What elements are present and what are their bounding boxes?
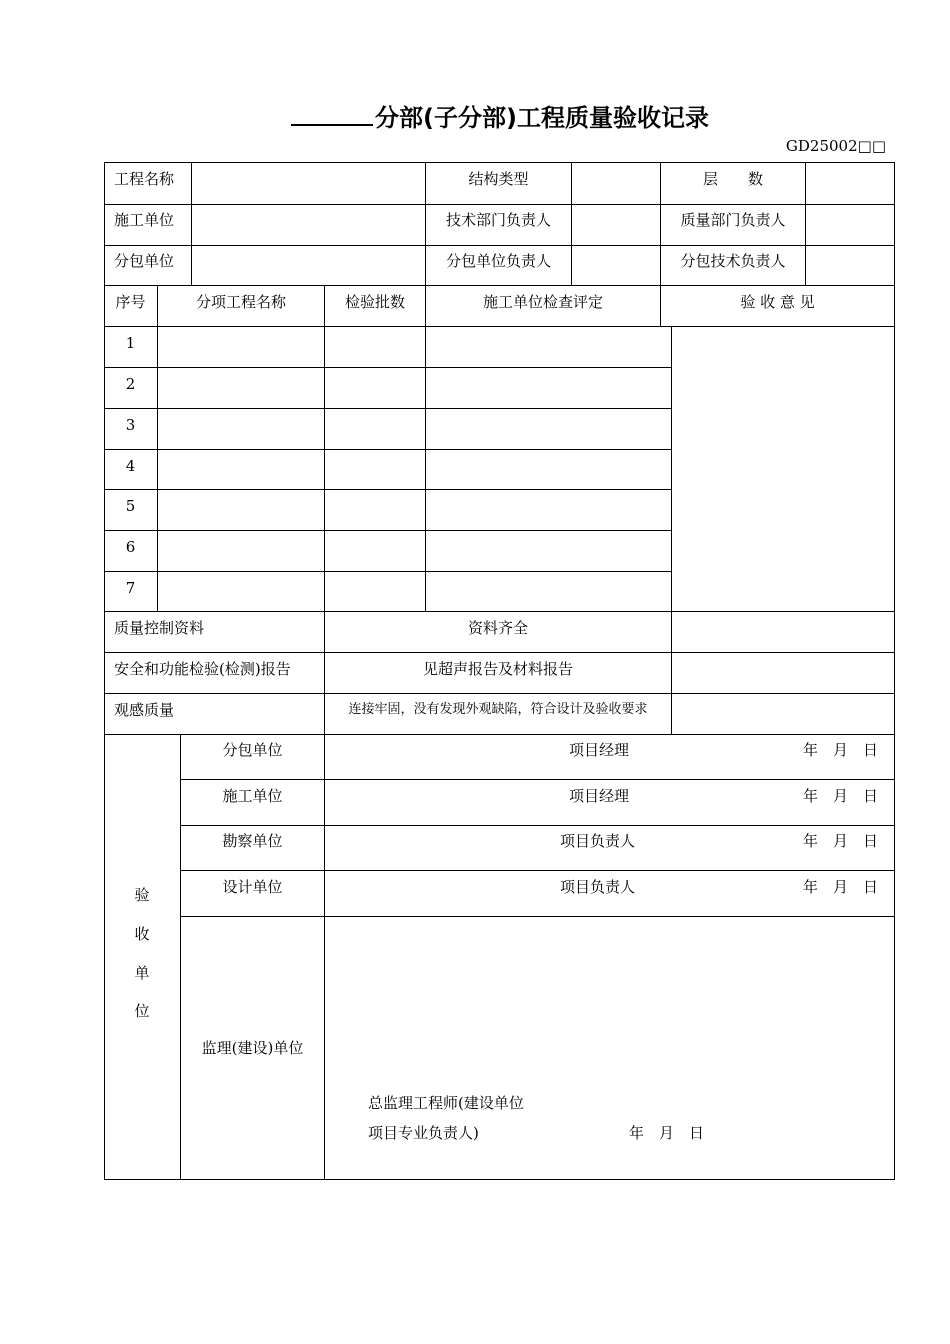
design-unit-date: 年 月 日 <box>803 878 879 896</box>
subcontractor-label: 分包单位 <box>114 252 175 270</box>
design-unit-role: 项目负责人 <box>560 878 636 896</box>
form-code: GD25002□□ <box>785 137 886 155</box>
acceptance-group-char: 位 <box>134 1002 150 1020</box>
supervision-date: 年 月 日 <box>629 1124 705 1142</box>
survey-unit-role: 项目负责人 <box>560 832 636 850</box>
subcontractor-unit-label: 分包单位 <box>222 741 283 759</box>
title-blank[interactable] <box>291 102 373 126</box>
structure-type-label: 结构类型 <box>468 170 529 188</box>
chief-supervisor-line2: 项目专业负责人) <box>368 1124 479 1142</box>
tech-dept-head-label: 技术部门负责人 <box>445 211 551 229</box>
row-number: 2 <box>125 375 136 393</box>
quality-dept-head-label: 质量部门负责人 <box>680 211 786 229</box>
survey-unit-label: 勘察单位 <box>222 832 283 850</box>
construction-unit-date: 年 月 日 <box>803 787 879 805</box>
row-number: 7 <box>125 579 136 597</box>
row-number: 5 <box>125 497 136 515</box>
design-unit-label: 设计单位 <box>222 878 283 896</box>
subcontractor-role: 项目经理 <box>569 741 630 759</box>
survey-unit-date: 年 月 日 <box>803 832 879 850</box>
quality-control-docs-label: 质量控制资料 <box>114 619 205 637</box>
col-header-self-evaluation: 施工单位检查评定 <box>482 293 603 311</box>
safety-function-report-value: 见超声报告及材料报告 <box>422 660 573 678</box>
acceptance-record-table <box>104 162 895 1180</box>
construction-unit-sign-label: 施工单位 <box>222 787 283 805</box>
construction-unit-role: 项目经理 <box>569 787 630 805</box>
row-number: 3 <box>125 416 136 434</box>
project-name-label: 工程名称 <box>114 170 175 188</box>
subcontractor-date: 年 月 日 <box>803 741 879 759</box>
chief-supervisor-line1: 总监理工程师(建设单位 <box>368 1094 524 1112</box>
quality-control-docs-value: 资料齐全 <box>467 619 528 637</box>
subcontractor-head-label: 分包单位负责人 <box>445 252 551 270</box>
col-header-acceptance-opinion: 验 收 意 见 <box>740 293 815 311</box>
acceptance-group-char: 收 <box>134 925 150 943</box>
appearance-quality-label: 观感质量 <box>114 701 175 719</box>
col-header-item-name: 分项工程名称 <box>195 293 286 311</box>
supervision-unit-label: 监理(建设)单位 <box>201 1039 304 1057</box>
page-title <box>0 98 950 133</box>
col-header-no: 序号 <box>115 293 146 311</box>
row-number: 1 <box>125 334 136 352</box>
subcontractor-tech-head-label: 分包技术负责人 <box>680 252 786 270</box>
row-number: 4 <box>125 457 136 475</box>
col-header-batch-count: 检验批数 <box>344 293 405 311</box>
title-text: 分部(子分部)工程质量验收记录 <box>375 104 709 132</box>
construction-unit-label: 施工单位 <box>114 211 175 229</box>
acceptance-group-char: 单 <box>134 964 150 982</box>
acceptance-group-char: 验 <box>134 886 150 904</box>
safety-function-report-label: 安全和功能检验(检测)报告 <box>114 660 291 678</box>
row-number: 6 <box>125 538 136 556</box>
floors-label: 层 数 <box>702 170 763 188</box>
appearance-quality-value: 连接牢固，没有发现外观缺陷，符合设计及验收要求 <box>348 702 648 717</box>
